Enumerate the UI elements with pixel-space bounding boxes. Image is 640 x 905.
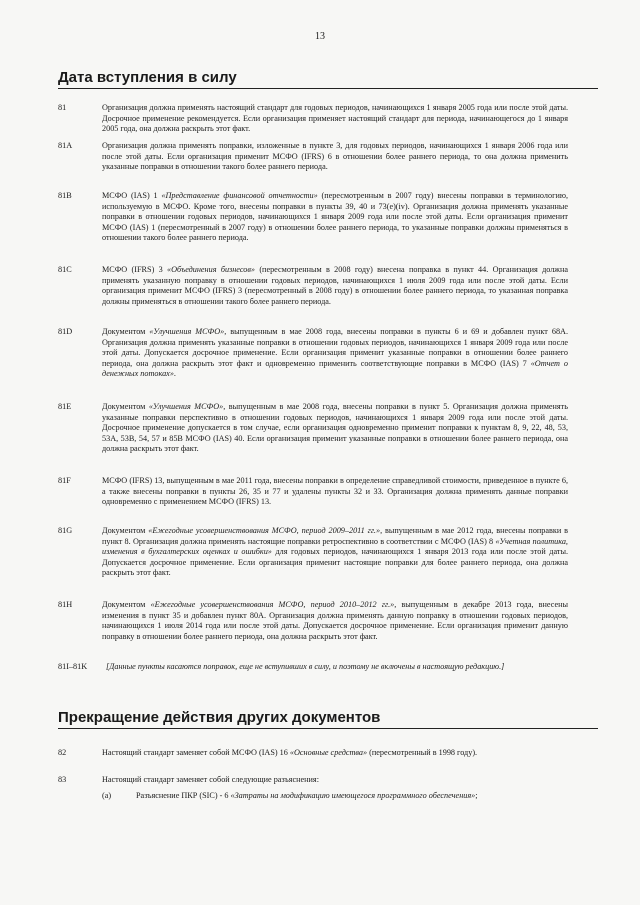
text-run: (пересмотренный в 1998 году). [367,748,478,757]
paragraph-81c [58,265,568,307]
subitem-a [102,791,568,802]
text-run: Документом [102,526,149,535]
paragraph-text [102,265,568,307]
paragraph-81 [58,103,568,135]
text-run: . [173,369,176,379]
text-run: Документом [102,327,150,336]
paragraph-text [102,141,568,173]
italic-text: «Отчет о денежных потоках» [102,358,568,379]
paragraph-text [102,103,568,135]
italic-text: «Затраты на модификацию имеющегося программного обеспечения» [230,791,476,800]
paragraph-number: 81E [58,402,72,411]
text-run: для годовых периодов, начинающихся 1 января 2013 года или после этой даты. Допускается досрочное применение. Если организация применит настоящие поправки для более раннего периода, она должна раскрыть этот факт. [102,547,568,578]
text-run: Документом [102,402,149,411]
italic-text: «Ежегодные усовершенствования МСФО, период 2010–2012 гг.» [150,600,395,609]
paragraph-number: 81B [58,191,72,200]
text-run: Настоящий стандарт заменяет собой следующие разъяснения: [102,775,319,784]
paragraph-number: 81G [58,526,73,535]
section-title-effective-date: Дата вступления в силу [58,68,598,89]
paragraph-number: 83 [58,775,67,784]
paragraph-text [102,748,568,759]
text-run: Разъяснение ПКР (SIC) - 6 [136,791,231,800]
paragraph-81i-81k [58,662,568,673]
text-run: (пересмотренным в 2007 году) внесены поправки в терминологию, используемую в МСФО. Кроме того, внесены поправки в пункты 39, 40 и 73(е)(iv). Организация должна применять указанные поправки в отношении годовых периодов, начинающихся 1 января 2009 года или после этой даты. Если организация применит МСФО (IAS) 1 (пересмотренный в 2007 году) в отношении более раннего периода, то указанные поправки должны применяться в отношении такого более раннего периода. [102,191,568,243]
paragraph-text [102,526,568,579]
italic-text: «Основные средства» [289,748,368,757]
paragraph-81g [58,526,568,579]
text-run: Документом [102,600,151,609]
paragraph-number: 81C [58,265,72,274]
paragraph-text [102,600,568,642]
text-run: , выпущенным в декабре 2013 года, внесены изменения в пункт 35 и добавлен пункт 80А. Организация должна применять данную поправку в отношении годовых периодов, начинающихся 1 июля 2014 года или после этой даты. Допускается досрочное применение. Если организация применит данную поправку в отношении более раннего периода, она должна раскрыть этот факт. [102,600,569,641]
text-run: , выпущенным в мае 2008 года, внесены поправки в пункты 6 и 69 и добавлен пункт 68А. Организация должна применять указанные поправки в отношении годовых периодов, начинающихся 1 января 2009 года или после этой даты. Допускается досрочное применение. Если организация применит указанные поправки в отношении более раннего периода, она должна раскрыть этот факт и одновременно применить соответствующие поправки в МСФО (IAS) 7 [102,327,568,368]
section-title-withdrawal: Прекращение действия других документов [58,708,598,729]
paragraph-number: 81 [58,103,67,112]
paragraph-number: 82 [58,748,67,757]
paragraph-81h [58,600,568,642]
italic-text: «Объединения бизнесов» [167,265,256,274]
italic-text: «Улучшения МСФО» [148,402,224,411]
text-run: Организация должна применять настоящий стандарт для годовых периодов, начинающихся 1 января 2005 года или после этой даты. Досрочное применение рекомендуется. Если организация применяет настоящий стандарт для периода, начинающегося до 1 января 2005 года, она должна раскрыть этот факт. [102,103,568,134]
paragraph-number: 81H [58,600,73,609]
paragraph-number: 81A [58,141,73,150]
italic-text: [Данные пункты касаются поправок, еще не вступивших в силу, и поэтому не включены в настоящую редакцию.] [106,662,505,671]
italic-text: «Ежегодные усовершенствования МСФО, период 2009–2011 гг.» [148,526,381,535]
paragraph-81e [58,402,568,455]
text-run: , выпущенным в мае 2008 года, внесены поправки в пункт 5. Организация должна применять указанные поправки перспективно в отношении годовых периодов, начинающихся 1 января 2009 года или после этой даты. Досрочное применение допускается в том случае, если организация одновременно применит поправки к пунктам 8, 9, 22, 48, 53, 53А, 53В, 54, 57 и 85В МСФО (IAS) 40. Если организация применит указанные поправки в отношении более раннего периода, она должна раскрыть этот факт. [102,402,568,454]
text-run: ; [475,791,478,800]
italic-text: «Учетная политика, изменения в бухгалтерских оценках и ошибки» [102,536,568,557]
paragraph-text [106,662,568,673]
subitem-text [136,791,568,802]
paragraph-82 [58,748,568,759]
paragraph-number: 81I–81K [58,662,88,671]
paragraph-83 [58,775,568,786]
text-run: МСФО (IFRS) 3 [102,265,168,274]
text-run: (пересмотренным в 2008 году) внесена поправка в пункт 44. Организация должна применять указанную поправку в отношении годовых периодов, начинающихся 1 июля 2009 года или после этой даты. Если организация применит МСФО (IFRS) 3 (пересмотренный в 2008 году) в отношении более раннего периода, то указанная поправка должны применяться в отношении такого более раннего периода. [102,265,568,306]
text-run: Организация должна применять поправки, изложенные в пункте 3, для годовых периодов, начинающихся 1 января 2006 года или после этой даты. Если организация применит МСФО (IFRS) 6 в отношении более раннего периода, то она должна применить указанные поправки в отношении такого более раннего периода. [102,141,568,172]
text-run: Настоящий стандарт заменяет собой МСФО (IAS) 16 [102,748,290,757]
paragraph-81b [58,191,568,244]
paragraph-text [102,775,568,786]
text-run: МСФО (IAS) 1 [102,191,162,200]
paragraph-number: 81D [58,327,73,336]
subitem-letter: (a) [102,791,112,800]
paragraph-text [102,402,568,455]
italic-text: «Представление финансовой отчетности» [161,191,318,200]
text-run: , выпущенным в мае 2012 года, внесены поправки в пункт 8. Организация должна применять настоящие поправки ретроспективно в соответствии с МСФО (IAS) 8 [102,526,569,546]
paragraph-text [102,476,568,508]
paragraph-text [102,327,568,380]
text-run: МСФО (IFRS) 13, выпущенным в мае 2011 года, внесены поправки в определение справедливой стоимости, приведенное в пункте 6, а также внесены поправки в пункты 26, 35 и 77 и удалены пункты 32 и 33. Организация должна применять данные поправки одновременно с применением МСФО (IFRS) 13. [102,476,568,507]
paragraph-number: 81F [58,476,71,485]
paragraph-81f [58,476,568,508]
page-number: 13 [315,31,325,42]
paragraph-81a [58,141,568,173]
paragraph-81d [58,327,568,380]
italic-text: «Улучшения МСФО» [149,327,225,336]
paragraph-text [102,191,568,244]
